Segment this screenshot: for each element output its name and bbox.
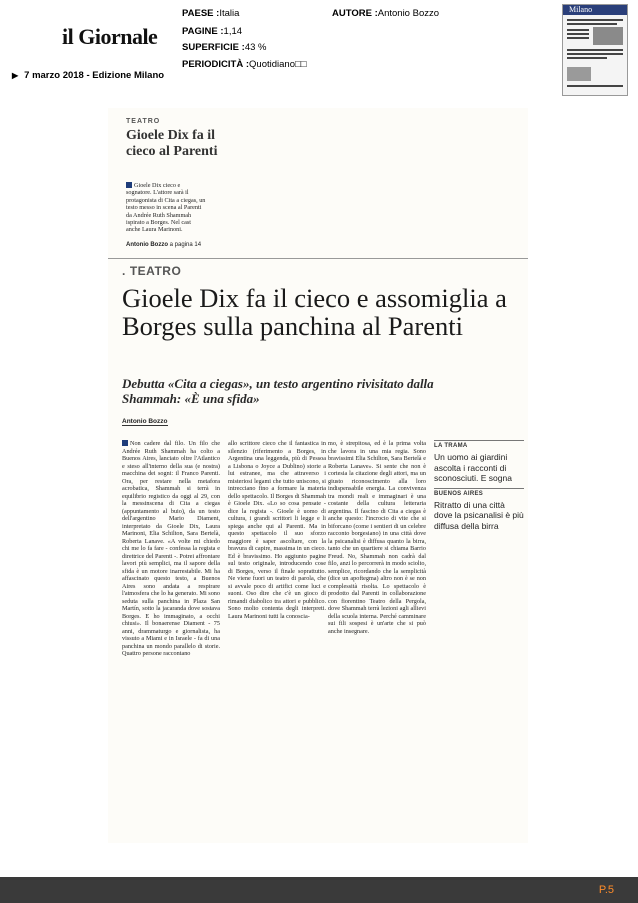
superficie-field [182, 42, 266, 54]
front-page-thumbnail [562, 4, 628, 96]
square-bullet-icon [126, 182, 132, 188]
section-divider [108, 258, 528, 259]
dot-icon: . [122, 264, 126, 278]
square-bullet-icon [122, 440, 128, 446]
periodicita-label: PERIODICITÀ : [182, 59, 250, 70]
teaser-kicker: TEATRO [126, 118, 161, 125]
sidebar-label-trama: LA TRAMA [434, 440, 524, 449]
article-sidebar [434, 440, 524, 535]
column-2-text: allo scrittore cieco che il fantastica in silenzio (riferimento a Borges, in Argentina una leggenda, più di Pessoa a Lisbona o Joyce a Dublino) storie a lui estranee, ma che attraverso i misteriosi legami che tutto uniscono, si intrecciano fino a formare la materia dello spettacolo. Il Borges di Shammah è Gioele Dix. «Lo so cosa pensate - dice la regista -. Gioele è uomo di cultura, i grandi scrittori li legge e li spiega anche qui al Parenti. Ma in questo spettacolo il suo sforzo maggiore è saper ascoltare, con la bravura di capire, massima in un cieco. Ed è bravissimo. Ho aggiunto pagine sul testo originale, introducendo cose di Borges, verso il finale soprattutto. Ne viene fuori un teatro di parola, che si avvale poco di artifici come luci e suoni. Oso dire che c'è un gioco di rimandi diabolico tra attori e pubblico. Sono molto contenta degli interpreti. Laura Marinoni tutti la conoscia- [228, 440, 326, 620]
teaser-reference [126, 242, 201, 248]
article-kicker-text: TEATRO [129, 264, 182, 278]
page-number: P.5 [598, 884, 614, 896]
sidebar-text-buenos-aires: Ritratto di una città dove la psicanalisi è più diffusa della birra [434, 499, 524, 531]
edition-line [12, 70, 164, 81]
autore-label: AUTORE : [332, 8, 378, 19]
column-1-text: Non cadere dal filo. Un filo che Andrée Ruth Shammah ha colto a Buenos Aires, lanciato oltre l'Atlantico e steso all'interno della sua (e nostra) macchina dei sogni: il Franco Parenti. Ora, per restare nella metafora acrobatica, Shammah si terrà in equilibrio registico da oggi al 29, con la messinscena di Cita a ciegas (appuntamento al buio), da un testo dell'argentino Mario Diament, interpretato da Gioele Dix, Laura Marinoni, Elia Schilton, Sara Bertelà, Roberta Lanave. «A volte mi chiedo chi me lo fa fare - confessa la regista e direttrice del Parenti -. Potrei affrontare lavori più semplici, ma il sapore della sfida è un motore inarrestabile. Mi ha affascinato questo testo, a Buenos Aires sono andata a respirare l'atmosfera che lo ha generato. Mi sono seduta sulla panchina in Plaza San Martín, sotto la jacaranda dove sostava Borges. E ho immaginato, a occhi chiusi». Il bonaerense Diament - 75 anni, drammaturgo e giornalista, ha vissuto a Miami e in Israele - fa di una panchina un mondo parallelo di storie. Quattro persone raccontano [122, 440, 220, 657]
teaser-title: Gioele Dix fa il cieco al Parenti [126, 128, 218, 159]
teaser-body [126, 182, 206, 234]
article-column-3 [328, 440, 426, 635]
periodicita-field [182, 59, 306, 71]
sidebar-text-trama: Un uomo ai giardini ascolta i racconti di sconosciuti. E sogna [434, 452, 512, 483]
sidebar-label-buenos-aires: BUENOS AIRES [434, 488, 524, 497]
autore-field [332, 8, 439, 20]
article-headline: Gioele Dix fa il cieco e assomiglia a Borges sulla panchina al Parenti [122, 283, 507, 341]
thumbnail-photo [593, 27, 623, 45]
page-footer [0, 877, 638, 903]
teaser-ref-author: Antonio Bozzo [126, 242, 168, 248]
teaser-ref-page: a pagina 14 [169, 242, 202, 248]
pagine-field [182, 26, 242, 38]
superficie-value: 43 % [244, 42, 267, 53]
teaser-text: Gioele Dix cieco e sognatore. L'attore sarà il protagonista di Cita a ciegas, un testo messo in scena al Parenti da Andrée Ruth Shammah ispirato a Borges. Nel cast anche Laura Marinoni. [126, 182, 206, 234]
edition-date: 7 marzo 2018 - Edizione Milano [24, 70, 165, 81]
thumbnail-photo-secondary [567, 67, 591, 81]
pagine-value: 1,14 [223, 26, 243, 37]
article-kicker [122, 264, 181, 278]
paese-value: Italia [219, 8, 240, 19]
article-column-1 [122, 440, 220, 658]
superficie-label: SUPERFICIE : [182, 42, 245, 53]
pagine-label: PAGINE : [182, 26, 224, 37]
document-header [0, 0, 638, 100]
article-column-2 [228, 440, 326, 620]
thumbnail-masthead: Milano [563, 5, 627, 15]
article-byline: Antonio Bozzo [122, 418, 168, 425]
article-subhead: Debutta «Cita a ciegas», un testo argentino rivisitato dalla Shammah: «È una sfida» [122, 376, 434, 406]
newspaper-logo: il Giornale [62, 24, 158, 49]
arrow-right-icon: ▶ [12, 71, 19, 80]
autore-value: Antonio Bozzo [377, 8, 440, 19]
column-3-text: mo, è strepitosa, ed è la prima volta che lavora in una mia regia. Sono bravissimi Elia Schilton, Sara Bertelà e Roberta Lanave». Si sente che non è cortesia la citazione degli attori, ma un giusto riconoscimento alla loro indispensabile energia. La convivenza tra mondi reali e immaginari è una costante della cultura letteraria argentina. Il fascino di Cita a ciegas è anche questo: l'incrocio di vite che si biforcano (come i sentieri di un celebre racconto borgesiano) in una città dove la psicanalisi è diffusa quanto la birra, tanto che un quartiere si chiama Barrio Freud. No, Shammah non cadrà dal filo, anzi lo percorrerà in modo scioltо, semplice, ricordando che la semplicità (dice un apoftegma) altro non è se non complessità risolta. Lo spettacolo è prodotto dal Parenti in collaborazione con fiorentino Teatro della Pergola, dove Shammah terrà lezioni agli allievi della scuola interna. Perché camminare sui fili sospesi è un'arte che si può anche insegnare. [328, 440, 426, 635]
paese-label: PAESE : [182, 8, 220, 19]
paese-field [182, 8, 239, 20]
periodicita-value: Quotidiano□□ [249, 59, 307, 70]
